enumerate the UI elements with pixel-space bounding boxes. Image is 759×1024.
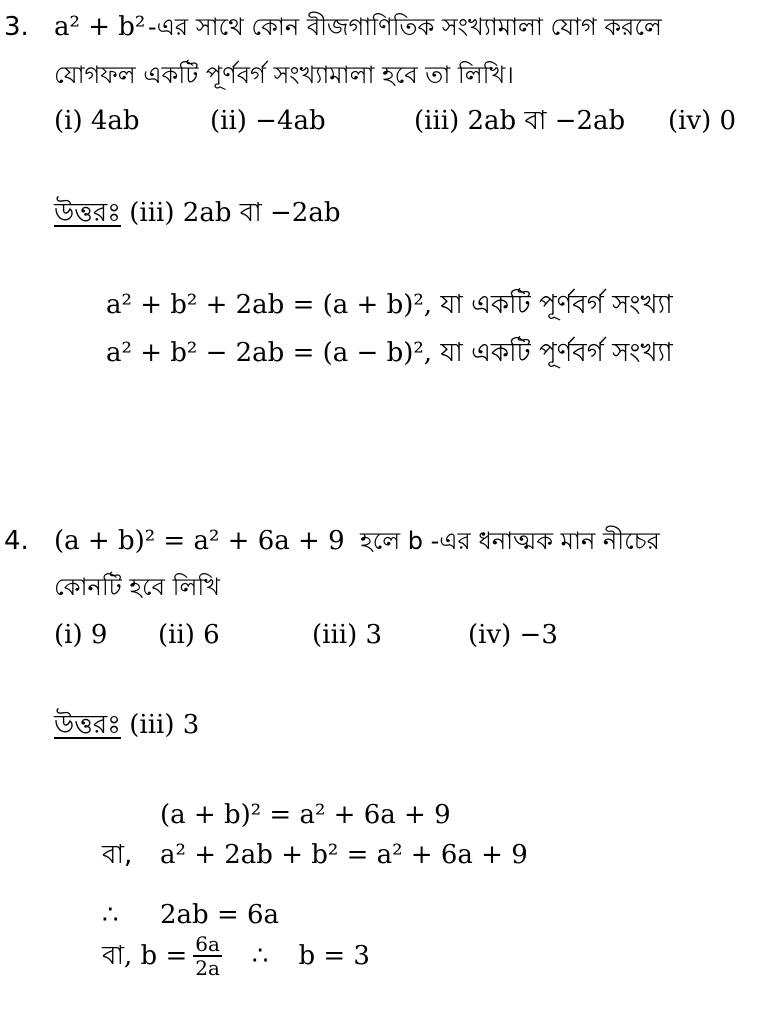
question-number: 3. [4,12,29,42]
answer-row [54,708,199,742]
answer-value: (iii) 2ab বা −2ab [121,198,341,228]
option-i: (i) 9 [54,620,108,650]
option-ii: (ii) 6 [158,620,220,650]
answer-label: উত্তরঃ [54,198,122,228]
answer-value: (iii) 3 [121,710,200,740]
fraction-numerator: 6a [195,932,220,956]
therefore-symbol: ∴ [251,941,269,971]
answer-label: উত্তরঃ [54,710,122,740]
option-i: (i) 4ab [54,106,140,136]
working-line-1: (a + b)² = a² + 6a + 9 [160,800,451,830]
working-line-4 [102,930,370,982]
working-line-4-prefix: বা, b = [102,941,188,971]
working-line-2: a² + b² − 2ab = (a − b)², যা একটি পূর্ণবর্গ সংখ্যা [106,338,673,368]
question-stem-math: (a + b)² = a² + 6a + 9 [54,526,345,556]
working-line-2-prefix: বা, [102,840,133,870]
question-stem-line2: যোগফল একটি পূর্ণবর্গ সংখ্যামালা হবে তা লিখি। [54,61,514,89]
working-line-3: 2ab = 6a [160,900,280,930]
question-number: 4. [4,526,29,556]
question-stem-text: -এর সাথে কোন বীজগাণিতিক সংখ্যামালা যোগ করলে [148,13,662,41]
option-ii: (ii) −4ab [210,106,326,136]
option-iii: (iii) 3 [312,620,383,650]
working-line-1: a² + b² + 2ab = (a + b)², যা একটি পূর্ণবর্গ সংখ্যা [106,290,673,320]
option-iv: (iv) −3 [468,620,558,650]
working-line-2: a² + 2ab + b² = a² + 6a + 9 [160,840,528,870]
therefore-symbol: ∴ [102,900,119,930]
fraction [193,933,222,979]
working-line-4-result: b = 3 [298,941,370,971]
answer-row [54,196,340,230]
question-stem-line2: কোনটি হবে লিখি [54,573,220,601]
question-stem-math: a² + b² [54,12,146,42]
fraction-denominator: 2a [195,956,220,980]
option-iii: (iii) 2ab বা −2ab [414,106,626,136]
option-iv: (iv) 0 [668,106,737,136]
question-stem-text: হলে b -এর ধনাত্মক মান নীচের [360,527,660,555]
